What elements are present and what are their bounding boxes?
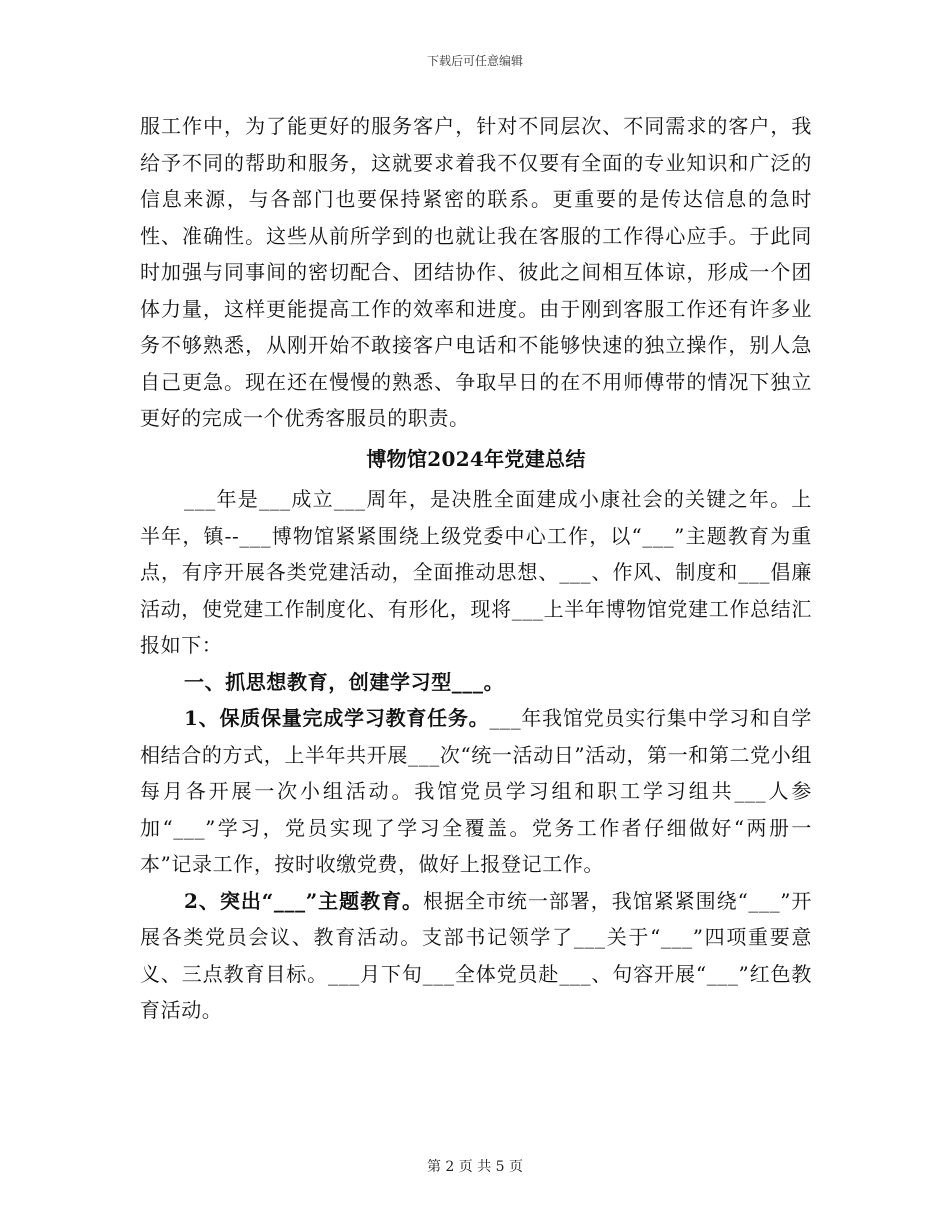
item-2-lead: 2、突出“___”主题教育。	[184, 888, 424, 913]
page-footer: 第 2 页 共 5 页	[426, 1159, 524, 1175]
item-2-paragraph	[140, 883, 812, 1029]
document-body	[140, 108, 812, 1029]
article-title: 博物馆2024年党建总结	[366, 446, 586, 471]
item-1-body: ___年我馆党员实行集中学习和自学相结合的方式，上半年共开展___次“统一活动日”活动，第一和第二党小组每月各开展一次小组活动。我馆党员学习组和职工学习组共___人参加“___”学习，党员实现了学习全覆盖。党务工作者仔细做好“两册一本”记录工作，按时收缴党费，做好上报登记工作。	[140, 706, 812, 876]
intro-paragraph: ___年是___成立___周年，是决胜全面建成小康社会的关键之年。上半年，镇--___博物馆紧紧围绕上级党委中心工作，以“___”主题教育为重点，有序开展各类党建活动，全面推动思想、___、作风、制度和___倡廉活动，使党建工作制度化、有形化，现将___上半年博物馆党建工作总结汇报如下：	[140, 487, 812, 657]
section-heading-1: 一、抓思想教育，创建学习型___。	[184, 669, 505, 694]
item-1-paragraph	[140, 700, 812, 883]
page-header: 下载后可任意编辑	[426, 54, 523, 68]
previous-section-paragraph: 服工作中，为了能更好的服务客户，针对不同层次、不同需求的客户，我给予不同的帮助和服务，这就要求着我不仅要有全面的专业知识和广泛的信息来源，与各部门也要保持紧密的联系。更重要的是传达信息的急时性、准确性。这些从前所学到的也就让我在客服的工作得心应手。于此同时加强与同事间的密切配合、团结协作、彼此之间相互体谅，形成一个团体力量，这样更能提高工作的效率和进度。由于刚到客服工作还有许多业务不够熟悉，从刚开始不敢接客户电话和不能够快速的独立操作，别人急自己更急。现在还在慢慢的熟悉、争取早日的在不用师傅带的情况下独立更好的完成一个优秀客服员的职责。	[140, 114, 812, 430]
item-1-lead: 1、保质保量完成学习教育任务。	[184, 706, 490, 730]
item-2-body: 根据全市统一部署，我馆紧紧围绕“___”开展各类党员会议、教育活动。支部书记领学了___关于“___”四项重要意义、三点教育目标。___月下旬___全体党员赴___、句容开展“___”红色教育活动。	[140, 888, 812, 1022]
